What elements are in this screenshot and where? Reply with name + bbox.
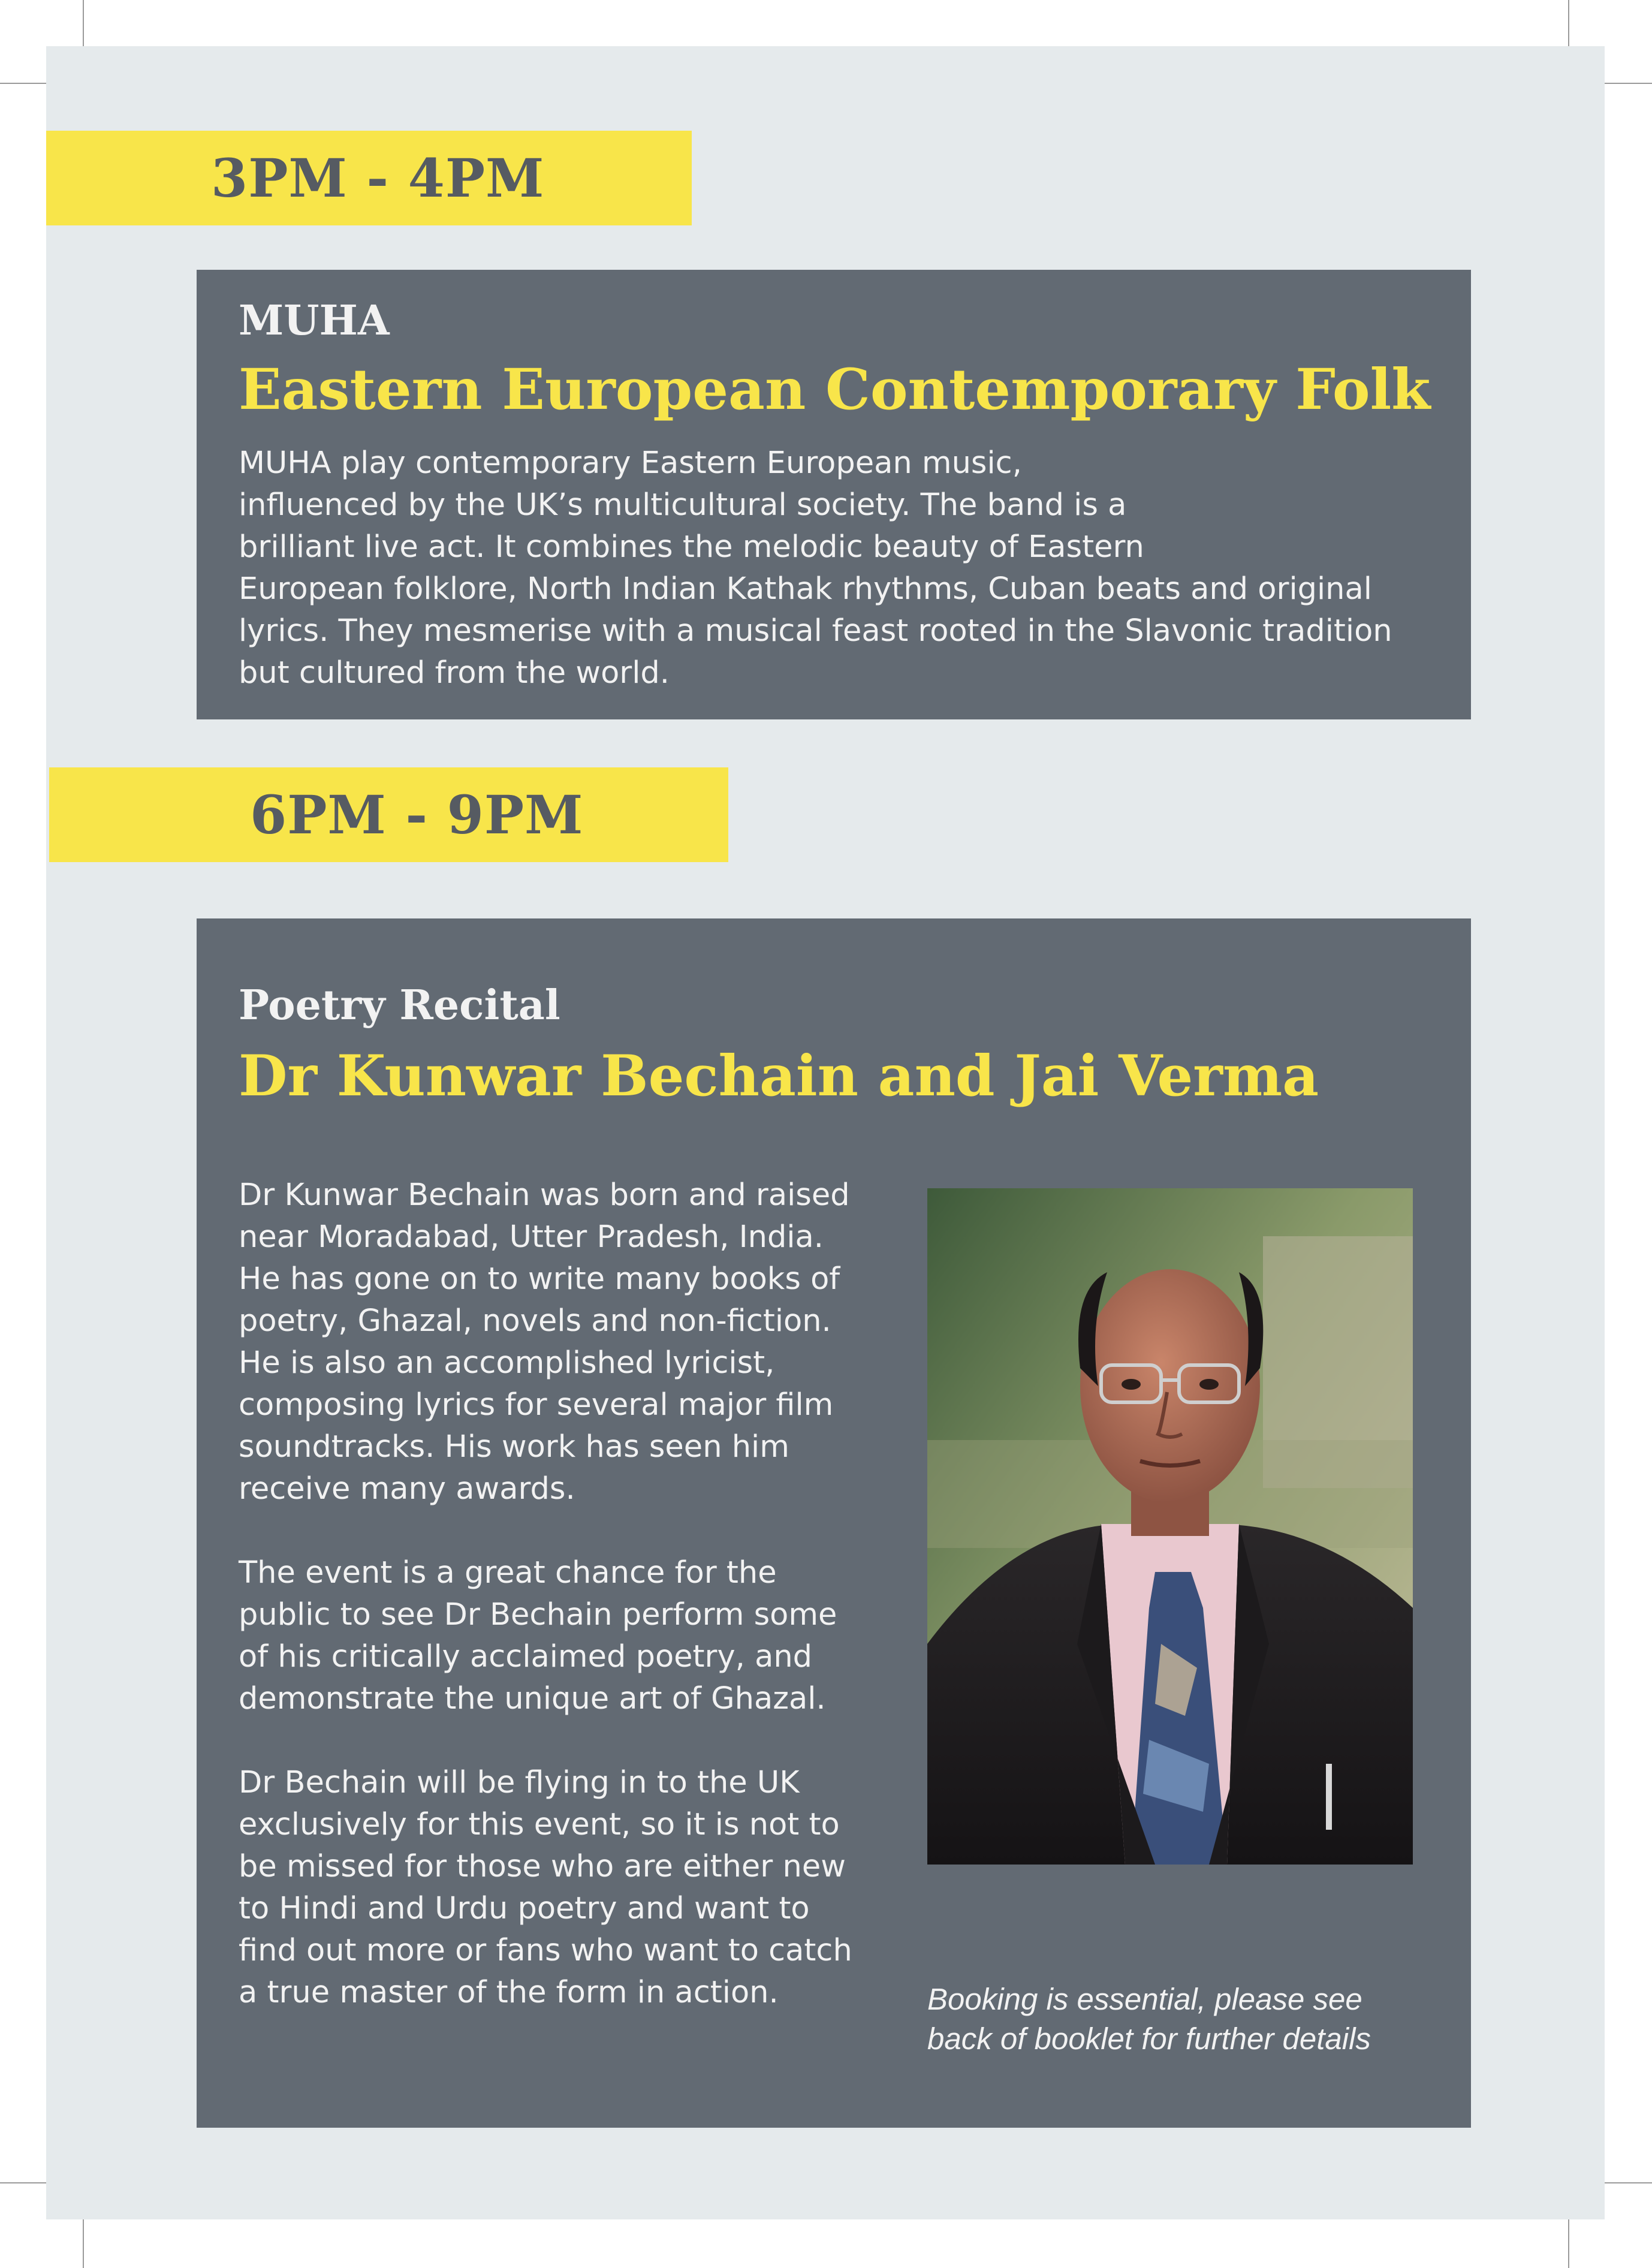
event-headline: Eastern European Contemporary Folk	[239, 357, 1431, 423]
description-line: The event is a great chance for the	[239, 1555, 777, 1591]
description-line: demonstrate the unique art of Ghazal.	[239, 1681, 826, 1716]
booking-note-line: back of booklet for further details	[927, 2022, 1371, 2056]
description-line: to Hindi and Urdu poetry and want to	[239, 1891, 810, 1926]
page-sheet	[46, 46, 1605, 2219]
description-line: near Moradabad, Utter Pradesh, India.	[239, 1219, 824, 1255]
description-line: public to see Dr Bechain perform some	[239, 1597, 837, 1633]
description-line: He is also an accomplished lyricist,	[239, 1345, 775, 1381]
description-line: brilliant live act. It combines the melodic beauty of Eastern	[239, 529, 1144, 565]
time-label: 3PM - 4PM	[211, 147, 545, 209]
description-line: a true master of the form in action.	[239, 1975, 779, 2010]
event-panel-muha	[197, 270, 1471, 719]
description-line: composing lyrics for several major film	[239, 1387, 834, 1423]
description-line: He has gone on to write many books of	[239, 1261, 840, 1297]
time-band-2	[49, 767, 728, 862]
event-description	[239, 1174, 852, 2014]
description-line: Dr Bechain will be flying in to the UK	[239, 1765, 800, 1800]
description-paragraph	[239, 1174, 852, 1510]
description-paragraph	[239, 1552, 852, 1720]
description-line: soundtracks. His work has seen him	[239, 1429, 789, 1465]
description-line: of his critically acclaimed poetry, and	[239, 1639, 813, 1674]
description-line: be missed for those who are either new	[239, 1849, 846, 1884]
description-line: lyrics. They mesmerise with a musical feast rooted in the Slavonic tradition	[239, 613, 1392, 649]
description-line: Dr Kunwar Bechain was born and raised	[239, 1177, 850, 1213]
description-line: European folklore, North Indian Kathak rhythms, Cuban beats and original	[239, 571, 1372, 607]
description-line: influenced by the UK’s multicultural society. The band is a	[239, 487, 1127, 523]
event-description	[239, 442, 1392, 694]
event-eyebrow: MUHA	[239, 297, 390, 345]
description-line: find out more or fans who want to catch	[239, 1933, 852, 1968]
booking-note-line: Booking is essential, please see	[927, 1982, 1362, 2016]
booking-note	[927, 1980, 1371, 2059]
description-line: poetry, Ghazal, novels and non-fiction.	[239, 1303, 831, 1339]
event-panel-poetry	[197, 918, 1471, 2128]
event-headline: Dr Kunwar Bechain and Jai Verma	[239, 1043, 1319, 1109]
portrait-photo	[927, 1188, 1413, 1865]
time-band-1	[46, 131, 692, 225]
description-line: MUHA play contemporary Eastern European music,	[239, 445, 1022, 481]
description-paragraph	[239, 1762, 852, 2014]
description-line: but cultured from the world.	[239, 655, 670, 691]
description-line: exclusively for this event, so it is not to	[239, 1807, 840, 1842]
description-line: receive many awards.	[239, 1471, 575, 1507]
time-label: 6PM - 9PM	[250, 784, 584, 846]
event-eyebrow: Poetry Recital	[239, 981, 560, 1029]
